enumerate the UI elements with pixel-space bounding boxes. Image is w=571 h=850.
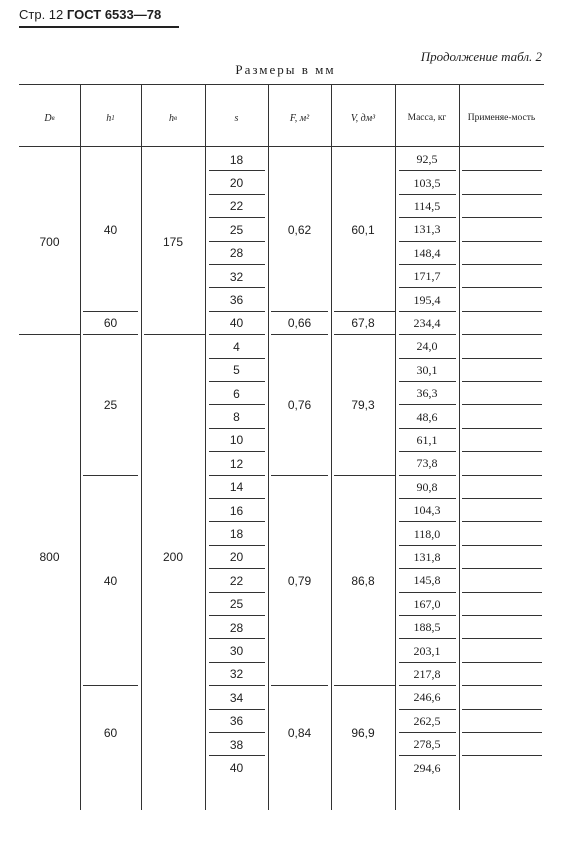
header-h1 <box>80 88 141 148</box>
hv-cell: 200 <box>162 550 184 565</box>
use-row-rule <box>462 592 542 593</box>
s-cell: 28 <box>229 620 244 635</box>
s-cell: 30 <box>229 644 244 659</box>
f-cell: 0,84 <box>287 725 312 740</box>
s-cell: 38 <box>229 737 244 752</box>
s-cell: 12 <box>229 456 244 471</box>
mass-cell: 188,5 <box>413 620 441 635</box>
s-cell: 32 <box>229 667 244 682</box>
f-cell: 0,76 <box>287 398 312 413</box>
s-cell: 16 <box>229 503 244 518</box>
use-row-rule <box>462 334 542 335</box>
s-cell: 5 <box>233 363 240 378</box>
mass-cell: 145,8 <box>413 573 441 588</box>
header-subscript: в <box>173 113 178 122</box>
header-label: s <box>234 112 239 124</box>
s-cell: 20 <box>229 550 244 565</box>
use-row-rule <box>462 287 542 288</box>
s-cell: 32 <box>229 269 244 284</box>
h1-cell: 40 <box>103 573 118 588</box>
use-row-rule <box>462 568 542 569</box>
header-subscript: в <box>51 113 55 122</box>
use-row-rule <box>462 241 542 242</box>
mass-cell: 234,4 <box>413 315 441 330</box>
use-row-rule <box>462 475 542 476</box>
use-row-rule <box>462 662 542 663</box>
s-cell: 40 <box>229 761 244 776</box>
s-cell: 10 <box>229 433 244 448</box>
s-cell: 40 <box>229 316 244 331</box>
mass-cell: 278,5 <box>413 737 441 752</box>
use-row-rule <box>462 264 542 265</box>
s-cell: 6 <box>233 386 240 401</box>
h1-cell: 25 <box>103 398 118 413</box>
use-row-rule <box>462 498 542 499</box>
header-label: h <box>106 112 112 124</box>
header-label: Масса, кг <box>407 112 447 123</box>
use-row-rule <box>462 545 542 546</box>
mass-cell: 203,1 <box>413 643 441 658</box>
page-header <box>19 7 161 22</box>
table-top-rule <box>19 84 544 85</box>
mass-cell: 246,6 <box>413 690 441 705</box>
s-cell: 36 <box>229 714 244 729</box>
header-label: F, м² <box>289 112 310 124</box>
s-cell: 20 <box>229 176 244 191</box>
mass-cell: 92,5 <box>416 152 438 167</box>
header-v <box>331 88 395 148</box>
header-label: V, дм³ <box>350 112 376 124</box>
page-number: Стр. 12 <box>19 7 64 22</box>
s-cell: 18 <box>229 152 244 167</box>
header-label: Применяе-мость <box>467 112 536 123</box>
mass-cell: 30,1 <box>416 362 438 377</box>
s-cell: 18 <box>229 527 244 542</box>
mass-cell: 131,8 <box>413 549 441 564</box>
s-cell: 4 <box>233 339 240 354</box>
d-cell: 800 <box>39 550 60 565</box>
f-cell: 0,66 <box>287 316 312 331</box>
header-subscript: 1 <box>111 113 115 122</box>
mass-cell: 171,7 <box>413 269 441 284</box>
header-d <box>19 88 80 148</box>
mass-cell: 131,3 <box>413 222 441 237</box>
use-row-rule <box>462 311 542 312</box>
s-cell: 8 <box>233 410 240 425</box>
mass-cell: 73,8 <box>416 456 438 471</box>
standard-number: ГОСТ 6533—78 <box>66 7 162 22</box>
use-row-rule <box>462 638 542 639</box>
f-cell: 0,79 <box>287 573 312 588</box>
header-f <box>268 88 331 148</box>
use-row-rule <box>462 451 542 452</box>
v-cell: 79,3 <box>351 398 375 413</box>
s-cell: 14 <box>229 480 244 495</box>
mass-cell: 24,0 <box>416 339 438 354</box>
mass-cell: 114,5 <box>413 198 441 213</box>
s-cell: 36 <box>229 293 244 308</box>
use-row-rule <box>462 404 542 405</box>
v-cell: 60,1 <box>351 222 375 237</box>
mass-cell: 294,6 <box>413 760 441 775</box>
header-label: D <box>44 112 52 124</box>
h1-cell: 40 <box>103 222 118 237</box>
f-cell: 0,62 <box>287 222 312 237</box>
use-row-rule <box>462 685 542 686</box>
use-row-rule <box>462 358 542 359</box>
s-cell: 25 <box>229 222 244 237</box>
hv-cell: 175 <box>162 234 184 249</box>
column-divider <box>459 84 460 810</box>
header-use <box>459 88 544 148</box>
s-cell: 25 <box>229 597 244 612</box>
use-row-rule <box>462 217 542 218</box>
header-mass <box>395 88 459 148</box>
mass-cell: 36,3 <box>416 386 438 401</box>
table-continuation: Продолжение табл. 2 <box>420 49 542 64</box>
use-row-rule <box>462 521 542 522</box>
mass-cell: 195,4 <box>413 292 441 307</box>
use-row-rule <box>462 709 542 710</box>
mass-cell: 103,5 <box>413 175 441 190</box>
mass-cell: 217,8 <box>413 666 441 681</box>
use-row-rule <box>462 755 542 756</box>
use-row-rule <box>462 381 542 382</box>
mass-cell: 48,6 <box>416 409 438 424</box>
header-rule <box>19 26 179 28</box>
mass-cell: 104,3 <box>413 503 441 518</box>
header-label: h <box>168 112 174 124</box>
header-hv <box>141 88 205 148</box>
units-caption: Размеры в мм <box>235 62 336 77</box>
mass-cell: 90,8 <box>416 479 438 494</box>
mass-cell: 148,4 <box>413 245 441 260</box>
v-cell: 67,8 <box>351 316 375 331</box>
v-cell: 86,8 <box>351 573 375 588</box>
d-cell: 700 <box>39 234 60 249</box>
s-cell: 28 <box>229 246 244 261</box>
h1-cell: 60 <box>103 316 118 331</box>
use-row-rule <box>462 194 542 195</box>
s-cell: 34 <box>229 690 244 705</box>
header-s <box>205 88 268 148</box>
s-cell: 22 <box>229 573 244 588</box>
mass-cell: 262,5 <box>413 713 441 728</box>
v-cell: 96,9 <box>351 725 375 740</box>
h1-cell: 60 <box>103 725 118 740</box>
use-row-rule <box>462 428 542 429</box>
use-row-rule <box>462 615 542 616</box>
s-cell: 22 <box>229 199 244 214</box>
mass-cell: 167,0 <box>413 596 441 611</box>
mass-cell: 61,1 <box>416 432 438 447</box>
mass-cell: 118,0 <box>413 526 441 541</box>
use-row-rule <box>462 170 542 171</box>
use-row-rule <box>462 732 542 733</box>
